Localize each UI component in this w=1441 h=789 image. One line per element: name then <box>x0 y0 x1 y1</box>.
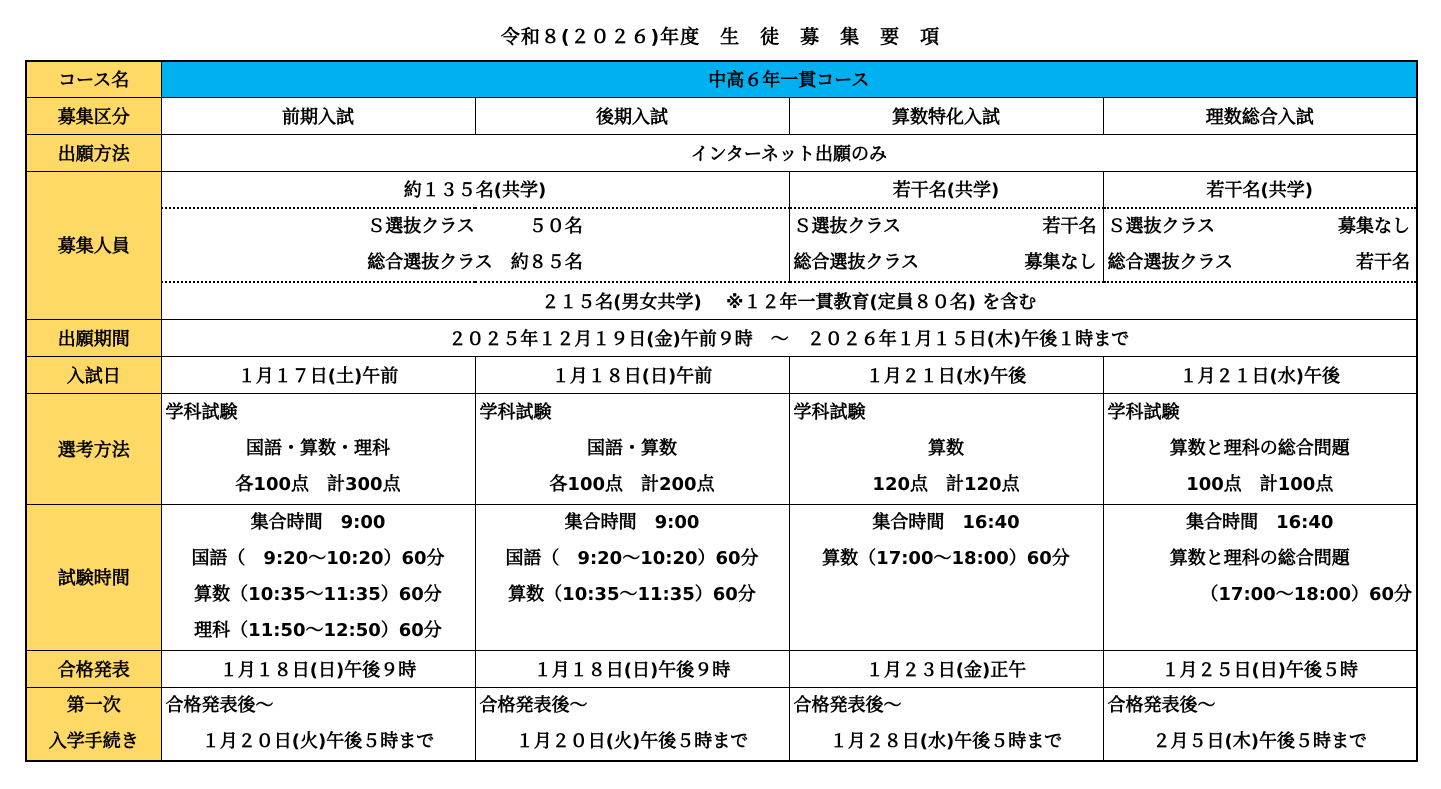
exam-day-first: １月１７日(土)午前 <box>161 356 475 393</box>
procedure-science <box>1103 687 1417 761</box>
exam-time-japanese: 国語（ 9:20～10:20）60分 <box>505 547 759 569</box>
capacity-science-total: 若干名(共学) <box>1103 171 1417 208</box>
selection-points: 各100点 計300点 <box>235 473 401 495</box>
exam-time-japanese: 国語（ 9:20～10:20）60分 <box>191 547 445 569</box>
selection-math <box>789 393 1103 504</box>
capacity-math-g-label: 総合選抜クラス <box>793 252 919 273</box>
selection-first <box>161 393 475 504</box>
exam-day-math: １月２１日(水)午後 <box>789 356 1103 393</box>
procedure-first <box>161 687 475 761</box>
capacity-science-s-label: Ｓ選抜クラス <box>1107 216 1215 237</box>
result-math: １月２３日(金)正午 <box>789 650 1103 687</box>
procedure-label: 合格発表後～ <box>165 694 274 716</box>
exam-time-science: 理科（11:50～12:50）60分 <box>194 619 442 641</box>
procedure-deadline: １月２８日(水)午後５時まで <box>829 730 1063 752</box>
exam-time-first <box>161 504 475 650</box>
exam-day-second: １月１８日(日)午前 <box>475 356 789 393</box>
capacity-overall: ２１５名(男女共学) ※１２年一貫教育(定員８０名) を含む <box>161 282 1417 319</box>
exam-time-math: 算数（10:35～11:35）60分 <box>194 583 442 605</box>
selection-second <box>475 393 789 504</box>
procedure-deadline: ２月５日(木)午後５時まで <box>1152 730 1367 752</box>
result-second: １月１８日(日)午後９時 <box>475 650 789 687</box>
selection-subjects: 国語・算数・理科 <box>246 437 390 459</box>
category-math: 算数特化入試 <box>789 97 1103 134</box>
capacity-first-second-detail <box>161 208 789 282</box>
capacity-math-detail <box>789 208 1103 282</box>
header-method: 出願方法 <box>26 134 161 171</box>
selection-points: 120点 計120点 <box>872 473 1020 495</box>
selection-points: 各100点 計200点 <box>549 473 715 495</box>
exam-time-gather: 集合時間 16:40 <box>872 511 1020 533</box>
capacity-s-class: Ｓ選抜クラス ５０名 <box>367 216 583 237</box>
header-exam-day: 入試日 <box>26 356 161 393</box>
result-science: １月２５日(日)午後５時 <box>1103 650 1417 687</box>
procedure-math <box>789 687 1103 761</box>
application-period: ２０２５年１２月１９日(金)午前９時 ～ ２０２６年１月１５日(木)午後１時まで <box>161 319 1417 356</box>
header-result: 合格発表 <box>26 650 161 687</box>
category-science: 理数総合入試 <box>1103 97 1417 134</box>
course-name: 中高６年一貫コース <box>161 61 1417 97</box>
selection-label: 学科試験 <box>479 401 552 423</box>
header-procedure <box>26 687 161 761</box>
selection-subjects: 算数 <box>928 437 964 459</box>
header-procedure-line2: 入学手続き <box>48 730 139 752</box>
exam-time-gather: 集合時間 9:00 <box>250 511 386 533</box>
procedure-second <box>475 687 789 761</box>
exam-time-gather: 集合時間 16:40 <box>1186 511 1334 533</box>
selection-points: 100点 計100点 <box>1186 473 1334 495</box>
header-course: コース名 <box>26 61 161 97</box>
capacity-math-s-value: 若干名 <box>1042 216 1097 237</box>
exam-time-combined-time: （17:00～18:00）60分 <box>1191 583 1413 605</box>
exam-time-math: 算数（17:00～18:00）60分 <box>822 547 1070 569</box>
procedure-label: 合格発表後～ <box>479 694 588 716</box>
exam-time-science-exam <box>1103 504 1417 650</box>
procedure-label: 合格発表後～ <box>793 694 902 716</box>
header-exam-time: 試験時間 <box>26 504 161 650</box>
header-selection: 選考方法 <box>26 393 161 504</box>
capacity-math-total: 若干名(共学) <box>789 171 1103 208</box>
exam-time-combined: 算数と理科の総合問題 <box>1169 547 1350 569</box>
procedure-deadline: １月２０日(火)午後５時まで <box>515 730 749 752</box>
category-first: 前期入試 <box>161 97 475 134</box>
header-period: 出願期間 <box>26 319 161 356</box>
procedure-deadline: １月２０日(火)午後５時まで <box>201 730 435 752</box>
header-procedure-line1: 第一次 <box>66 694 121 716</box>
exam-day-science: １月２１日(水)午後 <box>1103 356 1417 393</box>
page-title: 令和８(２０２６)年度 生 徒 募 集 要 項 <box>500 26 941 48</box>
capacity-general-class: 総合選抜クラス 約８５名 <box>367 252 583 273</box>
recruitment-table <box>25 60 1418 762</box>
capacity-science-detail <box>1103 208 1417 282</box>
application-method: インターネット出願のみ <box>161 134 1417 171</box>
exam-time-math-exam <box>789 504 1103 650</box>
result-first: １月１８日(日)午後９時 <box>161 650 475 687</box>
selection-label: 学科試験 <box>165 401 238 423</box>
selection-label: 学科試験 <box>793 401 866 423</box>
capacity-science-s-value: 募集なし <box>1338 216 1411 237</box>
header-capacity: 募集人員 <box>26 171 161 319</box>
exam-time-gather: 集合時間 9:00 <box>564 511 700 533</box>
exam-time-second <box>475 504 789 650</box>
selection-subjects: 国語・算数 <box>587 437 677 459</box>
capacity-math-g-value: 募集なし <box>1024 252 1097 273</box>
capacity-math-s-label: Ｓ選抜クラス <box>793 216 901 237</box>
capacity-science-g-value: 若干名 <box>1356 252 1411 273</box>
header-category: 募集区分 <box>26 97 161 134</box>
capacity-science-g-label: 総合選抜クラス <box>1107 252 1233 273</box>
exam-time-math: 算数（10:35～11:35）60分 <box>508 583 756 605</box>
selection-subjects: 算数と理科の総合問題 <box>1169 437 1350 459</box>
procedure-label: 合格発表後～ <box>1107 694 1216 716</box>
capacity-first-second-total: 約１３５名(共学) <box>161 171 789 208</box>
selection-science <box>1103 393 1417 504</box>
category-second: 後期入試 <box>475 97 789 134</box>
selection-label: 学科試験 <box>1107 401 1180 423</box>
